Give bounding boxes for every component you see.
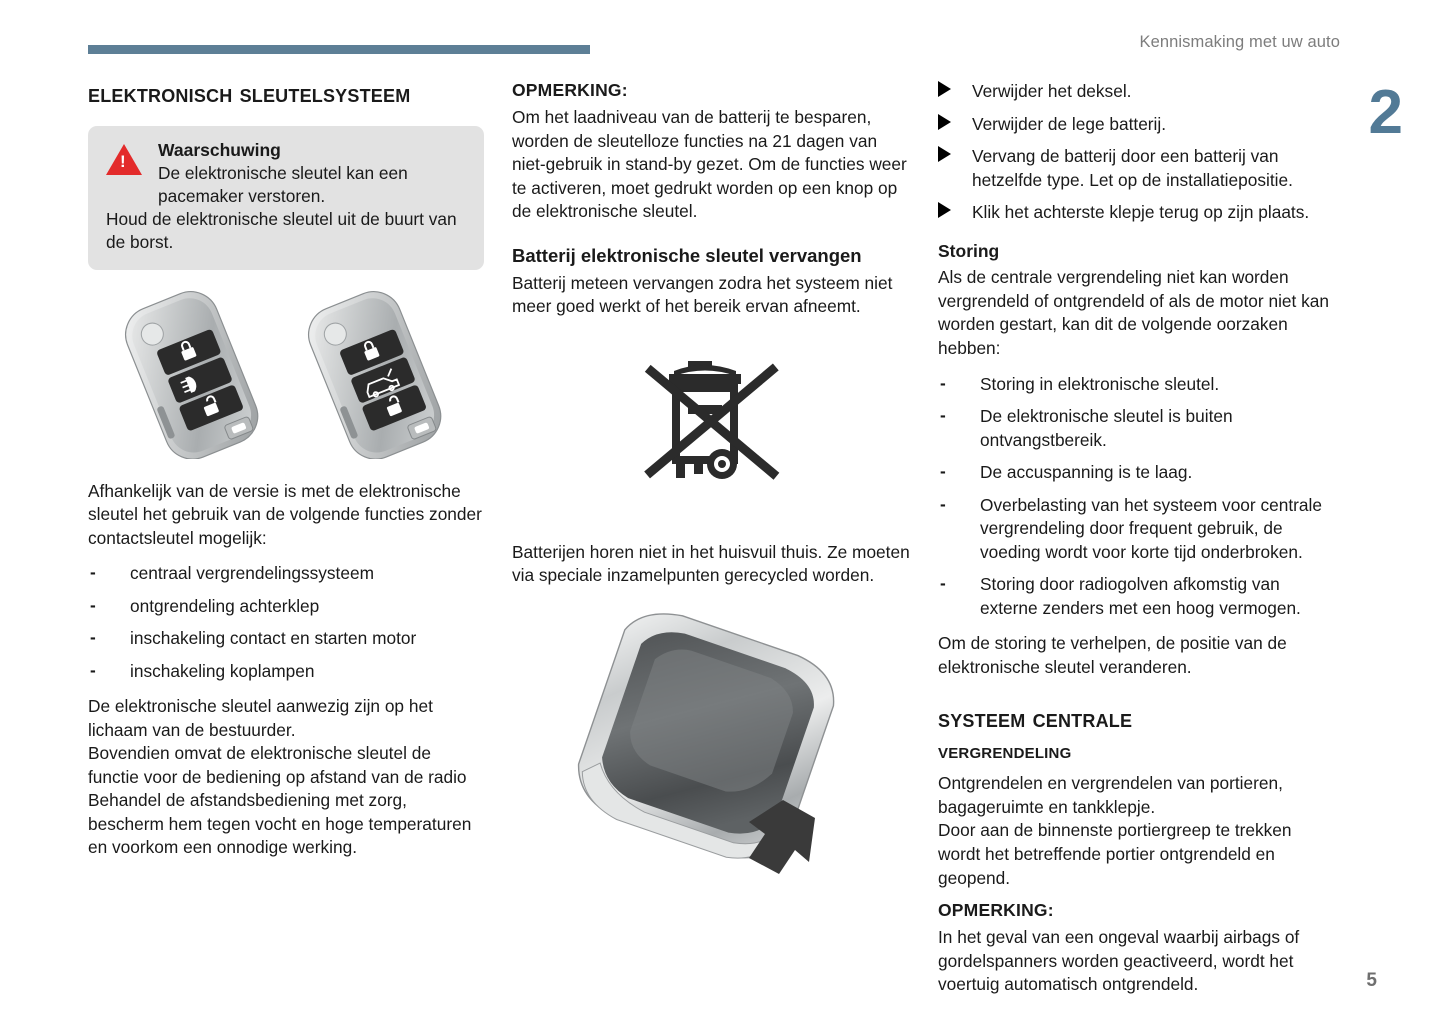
list-item-label: Vervang de batterij door een batterij van hetzelfde type. Let op de installatiepositie. <box>972 146 1293 190</box>
paragraph-central-locking-1: Ontgrendelen en vergrendelen van portieren, bagageruimte en tankklepje. <box>938 773 1283 817</box>
fault-causes-list <box>938 373 1338 621</box>
dash-bullet: - <box>940 405 946 426</box>
intro-paragraph: Afhankelijk van de versie is met de elektronische sleutel het gebruik van de volgende functies zonder contactsleutel mogelijk: <box>88 480 482 548</box>
arrow-right-icon <box>938 81 951 97</box>
dash-bullet: - <box>940 461 946 482</box>
list-item <box>938 405 1338 452</box>
column-right <box>938 80 1338 1007</box>
dash-bullet: - <box>90 562 96 583</box>
warning-triangle-icon <box>106 144 142 175</box>
chapter-number: 2 <box>1368 78 1403 147</box>
dash-bullet: - <box>90 627 96 648</box>
dash-bullet: - <box>940 372 946 393</box>
list-item-label: De elektronische sleutel is buiten ontvangstbereik. <box>980 406 1233 450</box>
subheading-fault: Storing <box>938 240 1000 261</box>
column-left <box>88 80 484 870</box>
subheading-replace-battery: Batterij elektronische sleutel vervangen <box>512 244 862 266</box>
dash-bullet: - <box>940 493 946 514</box>
list-item <box>938 145 1338 192</box>
list-item <box>938 201 1338 225</box>
list-item-label: inschakeling contact en starten motor <box>130 628 417 649</box>
key-fob-tailgate-icon <box>293 284 473 459</box>
warning-line-1: De elektronische sleutel kan een pacemaker verstoren. <box>158 162 408 206</box>
list-item-label: Verwijder de lege batterij. <box>972 113 1167 134</box>
running-header-title: Kennismaking met uw auto <box>1139 33 1340 51</box>
list-item <box>938 494 1338 565</box>
list-item <box>88 660 484 684</box>
note-label-standby: OPMERKING: <box>512 80 628 100</box>
header-accent-bar <box>88 45 590 54</box>
arrow-right-icon <box>938 146 951 162</box>
dash-bullet: - <box>90 594 96 615</box>
figure-key-open <box>512 602 910 887</box>
list-item <box>88 627 484 651</box>
list-item <box>938 113 1338 137</box>
paragraph-central-locking-2: Door aan de binnenste portiergreep te trekken wordt het betreffende portier ontgrendeld en geopend. <box>938 820 1292 888</box>
list-item <box>938 461 1338 485</box>
arrow-right-icon <box>938 202 951 218</box>
electronic-key-open-arrow-icon <box>551 602 871 882</box>
dash-bullet: - <box>90 659 96 680</box>
warning-box <box>88 126 484 270</box>
paragraph-recycling: Batterijen horen niet in het huisvuil thuis. Ze moeten via speciale inzamelpunten gerecycled worden. <box>512 541 910 586</box>
dash-bullet: - <box>940 573 946 594</box>
column-middle <box>512 80 910 887</box>
paragraph-remote-radio: Bovendien omvat de elektronische sleutel de functie voor de bediening op afstand van de radio <box>88 743 467 787</box>
list-item-label: Verwijder het deksel. <box>972 81 1132 101</box>
list-item-label: centraal vergrendelingssysteem <box>130 563 374 584</box>
warning-text <box>106 162 466 254</box>
paragraph-fault-outro: Om de storing te verhelpen, de positie van de elektronische sleutel veranderen. <box>938 633 1287 677</box>
paragraph-key-on-body: De elektronische sleutel aanwezig zijn op het lichaam van de bestuurder. <box>88 696 433 740</box>
list-item <box>938 373 1338 397</box>
list-item-label: Storing door radiogolven afkomstig van externe zenders met een hoog vermogen. <box>980 574 1301 618</box>
figure-recycling <box>512 347 910 507</box>
section-heading-line-1: systeem centrale <box>938 705 1133 734</box>
list-item-label: Klik het achterste klepje terug op zijn plaats. <box>972 202 1310 223</box>
crossed-out-wheeled-bin-icon <box>636 347 786 502</box>
list-item <box>88 562 484 586</box>
list-item <box>88 595 484 619</box>
page-title: elektronisch sleutelsysteem <box>88 80 411 108</box>
figure-two-key-fobs <box>88 284 484 474</box>
warning-title: Waarschuwing <box>158 139 281 160</box>
arrow-right-icon <box>938 114 951 130</box>
list-item-label: De accuspanning is te laag. <box>980 462 1193 483</box>
paragraph-fault-intro: Als de centrale vergrendeling niet kan worden vergrendeld of ontgrendeld of als de motor niet kan worden gestart, kan dit de volgende oorzaken hebben: <box>938 267 1329 358</box>
section-heading-central-locking <box>938 705 1338 764</box>
list-item <box>938 80 1338 104</box>
note-label-airbag: OPMERKING: <box>938 900 1054 921</box>
list-item-label: ontgrendeling achterklep <box>130 595 320 616</box>
warning-line-2: Houd de elektronische sleutel uit de buurt van de borst. <box>106 208 457 252</box>
note-text-airbag: In het geval van een ongeval waarbij airbags of gordelspanners worden geactiveerd, wordt het voertuig automatisch ontgrendeld. <box>938 927 1300 995</box>
list-item-label: Overbelasting van het systeem voor centrale vergrendeling door frequent gebruik, de voeding wordt voor korte tijd onderbroken. <box>980 494 1322 562</box>
note-text-standby: Om het laadniveau van de batterij te besparen, worden de sleutelloze functies na 21 dagen van niet-gebruik in stand-by gezet. Om de functies weer te activeren, moet gedrukt worden op een knop op de elektronische sleutel. <box>512 107 907 222</box>
section-heading-line-2: vergrendeling <box>938 739 1072 763</box>
list-item-label: inschakeling koplampen <box>130 660 315 681</box>
list-item <box>938 573 1338 620</box>
list-item-label: Storing in elektronische sleutel. <box>980 373 1220 394</box>
paragraph-handling-care: Behandel de afstandsbediening met zorg, bescherm hem tegen vocht en hoge temperaturen en voorkom een onnodige werking. <box>88 790 472 858</box>
feature-list <box>88 562 484 683</box>
paragraph-replace-battery: Batterij meteen vervangen zodra het systeem niet meer goed werkt of het bereik ervan afneemt. <box>512 272 893 317</box>
battery-steps-list <box>938 80 1338 225</box>
page-number: 5 <box>1366 970 1377 991</box>
key-fob-headlights-icon <box>110 284 290 459</box>
